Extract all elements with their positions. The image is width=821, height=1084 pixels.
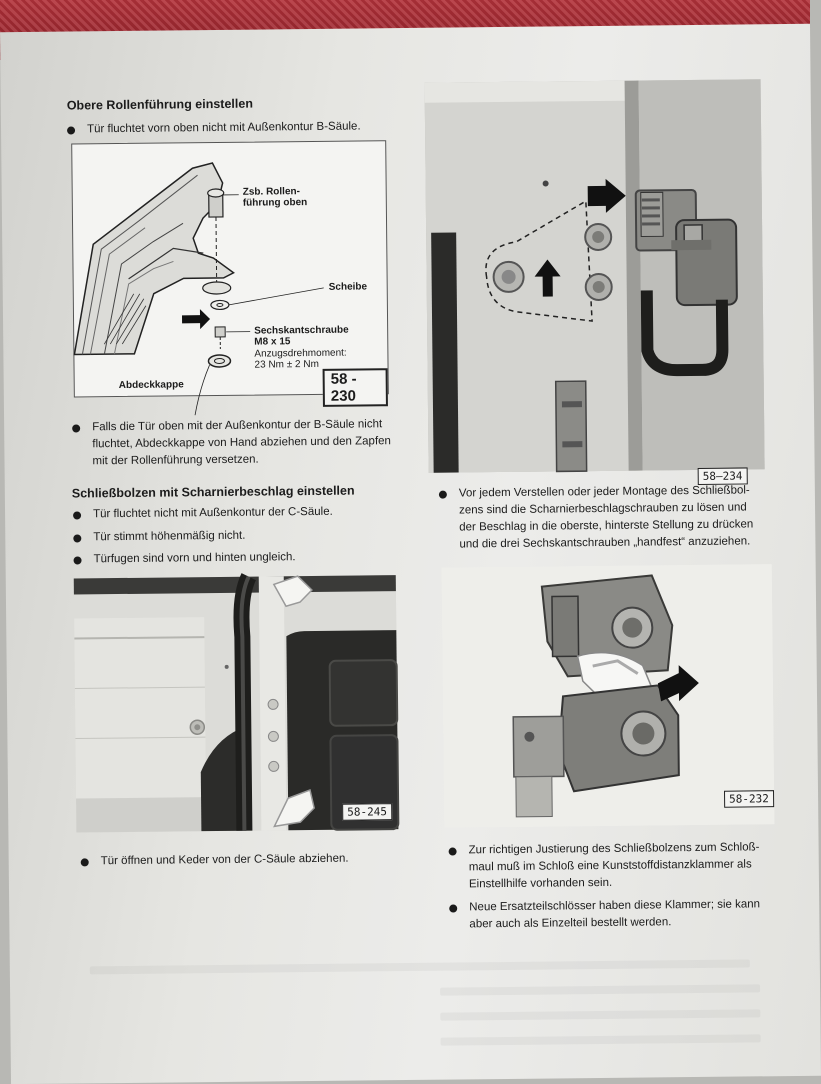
bullet-icon [439, 491, 447, 499]
list-item [73, 503, 403, 506]
label-scheibe: Scheibe [329, 281, 367, 292]
figure-58-234-photo [425, 79, 765, 472]
figure-number: 58-245 [342, 803, 392, 821]
list-item [73, 548, 403, 551]
bullet-icon [74, 556, 82, 564]
label-anzugsdrehmoment: Anzugsdrehmoment: [254, 348, 346, 360]
list-item [439, 482, 779, 486]
label-groesse: M8 x 15 [254, 336, 290, 347]
bullet-icon [449, 905, 457, 913]
lock-clip-photo [442, 564, 775, 827]
label-rollenfuehrung-line1: Zsb. Rollen- [243, 186, 300, 198]
bleed-through-line [440, 1009, 760, 1020]
figure-58-230-drawing [71, 140, 389, 397]
bullet-text: Tür öffnen und Keder von der C-Säule abziehen. [101, 851, 349, 871]
manual-page [0, 24, 821, 1084]
bullet-text: Tür stimmt höhenmäßig nicht. [93, 528, 245, 547]
figure-58-232-photo [442, 564, 775, 827]
bleed-through-line [441, 1034, 761, 1045]
bullet-text: Tür fluchtet vorn oben nicht mit Außenkontur B-Säule. [87, 118, 361, 138]
bullet-icon [73, 534, 81, 542]
label-sechskantschraube: Sechskantschraube [254, 325, 349, 337]
list-item [449, 839, 789, 843]
figure-58-245-photo [74, 575, 399, 832]
bullet-text: Falls die Tür oben mit der Außenkontur der B-Säule nicht fluchtet, Abdeckkappe von Hand abziehen und den Zapfen mit der Rollenführung versetzen. [92, 416, 391, 470]
label-drehmoment-wert: 23 Nm ± 2 Nm [254, 359, 319, 371]
bullet-icon [67, 126, 75, 134]
bullet-text: Tür fluchtet nicht mit Außenkontur der C-Säule. [93, 504, 333, 524]
hinge-bracket-photo [425, 79, 765, 472]
bullet-icon [72, 424, 80, 432]
bullet-text: Vor jedem Verstellen oder jeder Montage des Schließbol- zens sind die Scharnierbeschlagschrauben zu lösen und der Beschlag in die oberste, hinterste Stellung zu drücken und die drei Sechskantschrauben „handfest“ anzuziehen. [459, 482, 754, 553]
label-abdeckkappe: Abdeckkappe [119, 379, 184, 391]
bleed-through-line [440, 984, 760, 995]
bullet-icon [449, 848, 457, 856]
figure-number: 58-232 [724, 790, 774, 808]
bullet-icon [73, 511, 81, 519]
figure-number: 58–234 [698, 467, 748, 485]
door-seal-photo [74, 575, 399, 832]
label-rollenfuehrung-line2: führung oben [243, 197, 308, 209]
section-title-rollenfuehrung: Obere Rollenführung einstellen [67, 97, 253, 113]
bullet-text: Zur richtigen Justierung des Schließbolzens zum Schloß- maul muß im Schloß eine Kunststoffdistanzklammer als Einstellhilfe vorhanden sein. [469, 839, 760, 893]
list-item [67, 118, 397, 121]
figure-number: 58 - 230 [323, 368, 388, 407]
list-item [73, 526, 403, 529]
list-item [81, 850, 411, 853]
bleed-through-line [90, 959, 750, 974]
bullet-text: Türfugen sind vorn und hinten ungleich. [93, 549, 295, 568]
bullet-text: Neue Ersatzteilschlösser haben diese Klammer; sie kann aber auch als Einzelteil bestellt werden. [469, 896, 760, 933]
bullet-icon [81, 858, 89, 866]
section-title-schliessbolzen: Schließbolzen mit Scharnierbeschlag einstellen [72, 484, 355, 501]
list-item [449, 896, 789, 900]
list-item [72, 416, 412, 420]
